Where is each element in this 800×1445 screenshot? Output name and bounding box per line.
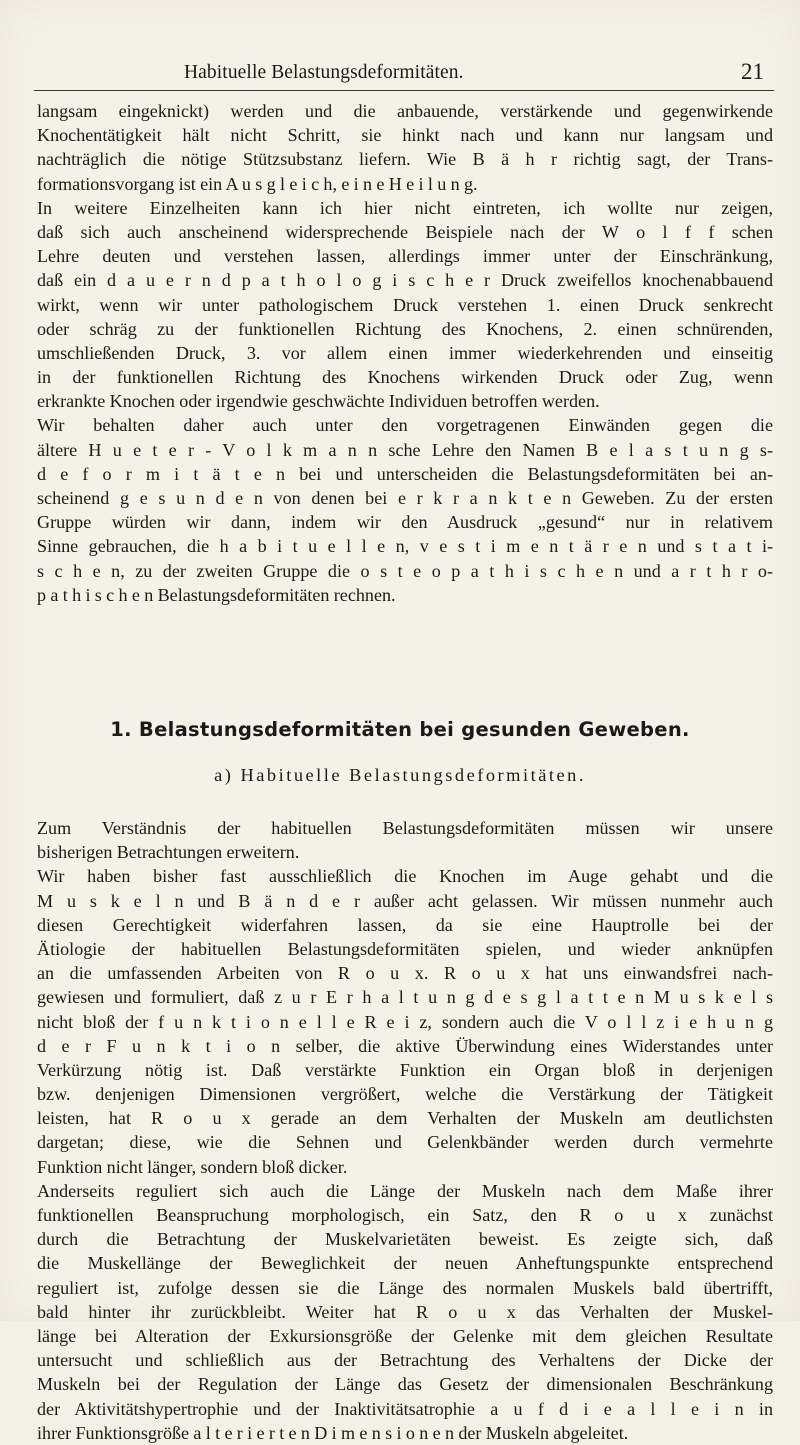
text-line: langsam eingeknickt) werden und die anbauende, verstärkende und gegenwirkende — [37, 101, 773, 121]
text-line: der Aktivitätshypertrophie und der Inaktivitätsatrophie a u f d i e a l l e i n in — [37, 1398, 773, 1419]
text-line: s c h e n, zu der zweiten Gruppe die o s t e o p a t h i s c h e n und a r t h r o- — [37, 560, 773, 581]
subsection-heading: a) Habituelle Belastungsdeformitäten. — [214, 765, 586, 785]
text-line: durch die Betrachtung der Muskelvarietäten beweist. Es zeigte sich, daß — [37, 1229, 773, 1250]
page-number: 21 — [741, 59, 764, 84]
text-line: daß sich auch anscheinend widersprechende Beispiele nach der W o l f f schen — [37, 221, 773, 242]
text-line: Gruppe würden wir dann, indem wir den Ausdruck „gesund“ nur in relativem — [37, 512, 773, 533]
text-line: d e r F u n k t i o n selber, die aktive Überwindung eines Widerstandes unter — [37, 1035, 773, 1056]
text-line: Sinne gebrauchen, die h a b i t u e l l e n, v e s t i m e n t ä r e n und s t a t i- — [37, 536, 773, 557]
text-line: Funktion nicht länger, sondern bloß dicker. — [37, 1156, 348, 1177]
text-line: oder schräg zu der funktionellen Richtung des Knochens, 2. einen schnürenden, — [37, 318, 773, 339]
text-line: ihrer Funktionsgröße a l t e r i e r t e n D i m e n s i o n e n der Muskeln abgeleitet. — [37, 1422, 629, 1443]
text-line: daß ein d a u e r n d p a t h o l o g i s c h e r Druck zweifellos knochenabbauend — [37, 270, 773, 291]
text-line: wirkt, wenn wir unter pathologischem Druck verstehen 1. einen Druck senkrecht — [37, 294, 773, 315]
running-header — [34, 58, 774, 91]
text-line: funktionellen Beanspruchung morphologisch, ein Satz, den R o u x zunächst — [37, 1205, 773, 1225]
text-line: Ätiologie der habituellen Belastungsdeformitäten spielen, und wieder anknüpfen — [37, 938, 773, 959]
text-line: erkrankte Knochen oder irgendwie geschwächte Individuen betroffen werden. — [37, 391, 600, 412]
text-line: an die umfassenden Arbeiten von R o u x. R o u x hat uns einwandsfrei nach- — [37, 963, 773, 984]
text-line: umschließenden Druck, 3. vor allem einen immer wiederkehrenden und einseitig — [37, 342, 773, 363]
text-line: p a t h i s c h e n Belastungsdeformitäten rechnen. — [37, 584, 396, 605]
text-line: formationsvorgang ist ein A u s g l e i c h, e i n e H e i l u n g. — [37, 173, 478, 194]
text-line: die Muskellänge der Beweglichkeit der neuen Anheftungspunkte entsprechend — [37, 1253, 773, 1274]
paragraph-block-2 — [37, 816, 773, 1445]
text-line: M u s k e l n und B ä n d e r außer acht gelassen. Wir müssen nunmehr auch — [37, 890, 773, 911]
text-line: in der funktionellen Richtung des Knochens wirkenden Druck oder Zug, wenn — [37, 367, 773, 388]
text-line: bisherigen Betrachtungen erweitern. — [37, 842, 300, 863]
text-line: scheinend g e s u n d e n von denen bei e r k r a n k t e n Geweben. Zu der ersten — [37, 488, 773, 508]
text-line: nicht bloß der f u n k t i o n e l l e R e i z, sondern auch die V o l l z i e h u n g — [37, 1011, 773, 1032]
text-line: Zum Verständnis der habituellen Belastungsdeformitäten müssen wir unsere — [37, 818, 773, 838]
text-line: untersucht und schließlich aus der Betrachtung des Verhaltens der Dicke der — [37, 1350, 773, 1371]
running-title: Habituelle Belastungsdeformitäten. — [184, 62, 464, 83]
text-line: Verkürzung nötig ist. Daß verstärkte Funktion ein Organ bloß in derjenigen — [37, 1059, 773, 1080]
text-line: Anderseits reguliert sich auch die Länge der Muskeln nach dem Maße ihrer — [37, 1180, 773, 1201]
text-line: bzw. denjenigen Dimensionen vergrößert, welche die Verstärkung der Tätigkeit — [37, 1084, 773, 1105]
text-line: reguliert ist, zufolge dessen sie die Länge des normalen Muskels bald übertrifft, — [37, 1277, 773, 1298]
text-line: Wir haben bisher fast ausschließlich die Knochen im Auge gehabt und die — [37, 866, 773, 887]
text-line: leisten, hat R o u x gerade an dem Verhalten der Muskeln am deutlichsten — [37, 1108, 773, 1129]
text-line: Knochentätigkeit hält nicht Schritt, sie hinkt nach und kann nur langsam und — [37, 125, 773, 146]
text-line: d e f o r m i t ä t e n bei und unterscheiden die Belastungsdeformitäten bei an- — [37, 463, 773, 484]
text-line: Wir behalten daher auch unter den vorgetragenen Einwänden gegen die — [37, 415, 773, 436]
text-line: dargetan; diese, wie die Sehnen und Gelenkbänder werden durch vermehrte — [37, 1132, 773, 1153]
text-line: In weitere Einzelheiten kann ich hier nicht eintreten, ich wollte nur zeigen, — [37, 197, 773, 218]
text-line: nachträglich die nötige Stützsubstanz liefern. Wie B ä h r richtig sagt, der Trans- — [37, 149, 773, 170]
text-line: Muskeln bei der Regulation der Länge das Gesetz der dimensionalen Beschränkung — [37, 1374, 773, 1395]
text-line: diesen Gerechtigkeit widerfahren lassen, da sie eine Hauptrolle bei der — [37, 914, 773, 935]
text-line: gewiesen und formuliert, daß z u r E r h a l t u n g d e s g l a t t e n M u s k e l s — [37, 987, 773, 1008]
paragraph-block-1 — [37, 99, 773, 607]
text-line: ältere H u e t e r - V o l k m a n n sche Lehre den Namen B e l a s t u n g s- — [37, 439, 773, 460]
text-line: Lehre deuten und verstehen lassen, allerdings immer unter der Einschränkung, — [37, 246, 773, 267]
text-line: bald hinter ihr zurückbleibt. Weiter hat R o u x das Verhalten der Muskel- — [37, 1301, 773, 1322]
text-line: länge bei Alteration der Exkursionsgröße der Gelenke mit dem gleichen Resultate — [37, 1325, 773, 1346]
section-heading: 1. Belastungsdeformitäten bei gesunden Geweben. — [110, 718, 690, 741]
